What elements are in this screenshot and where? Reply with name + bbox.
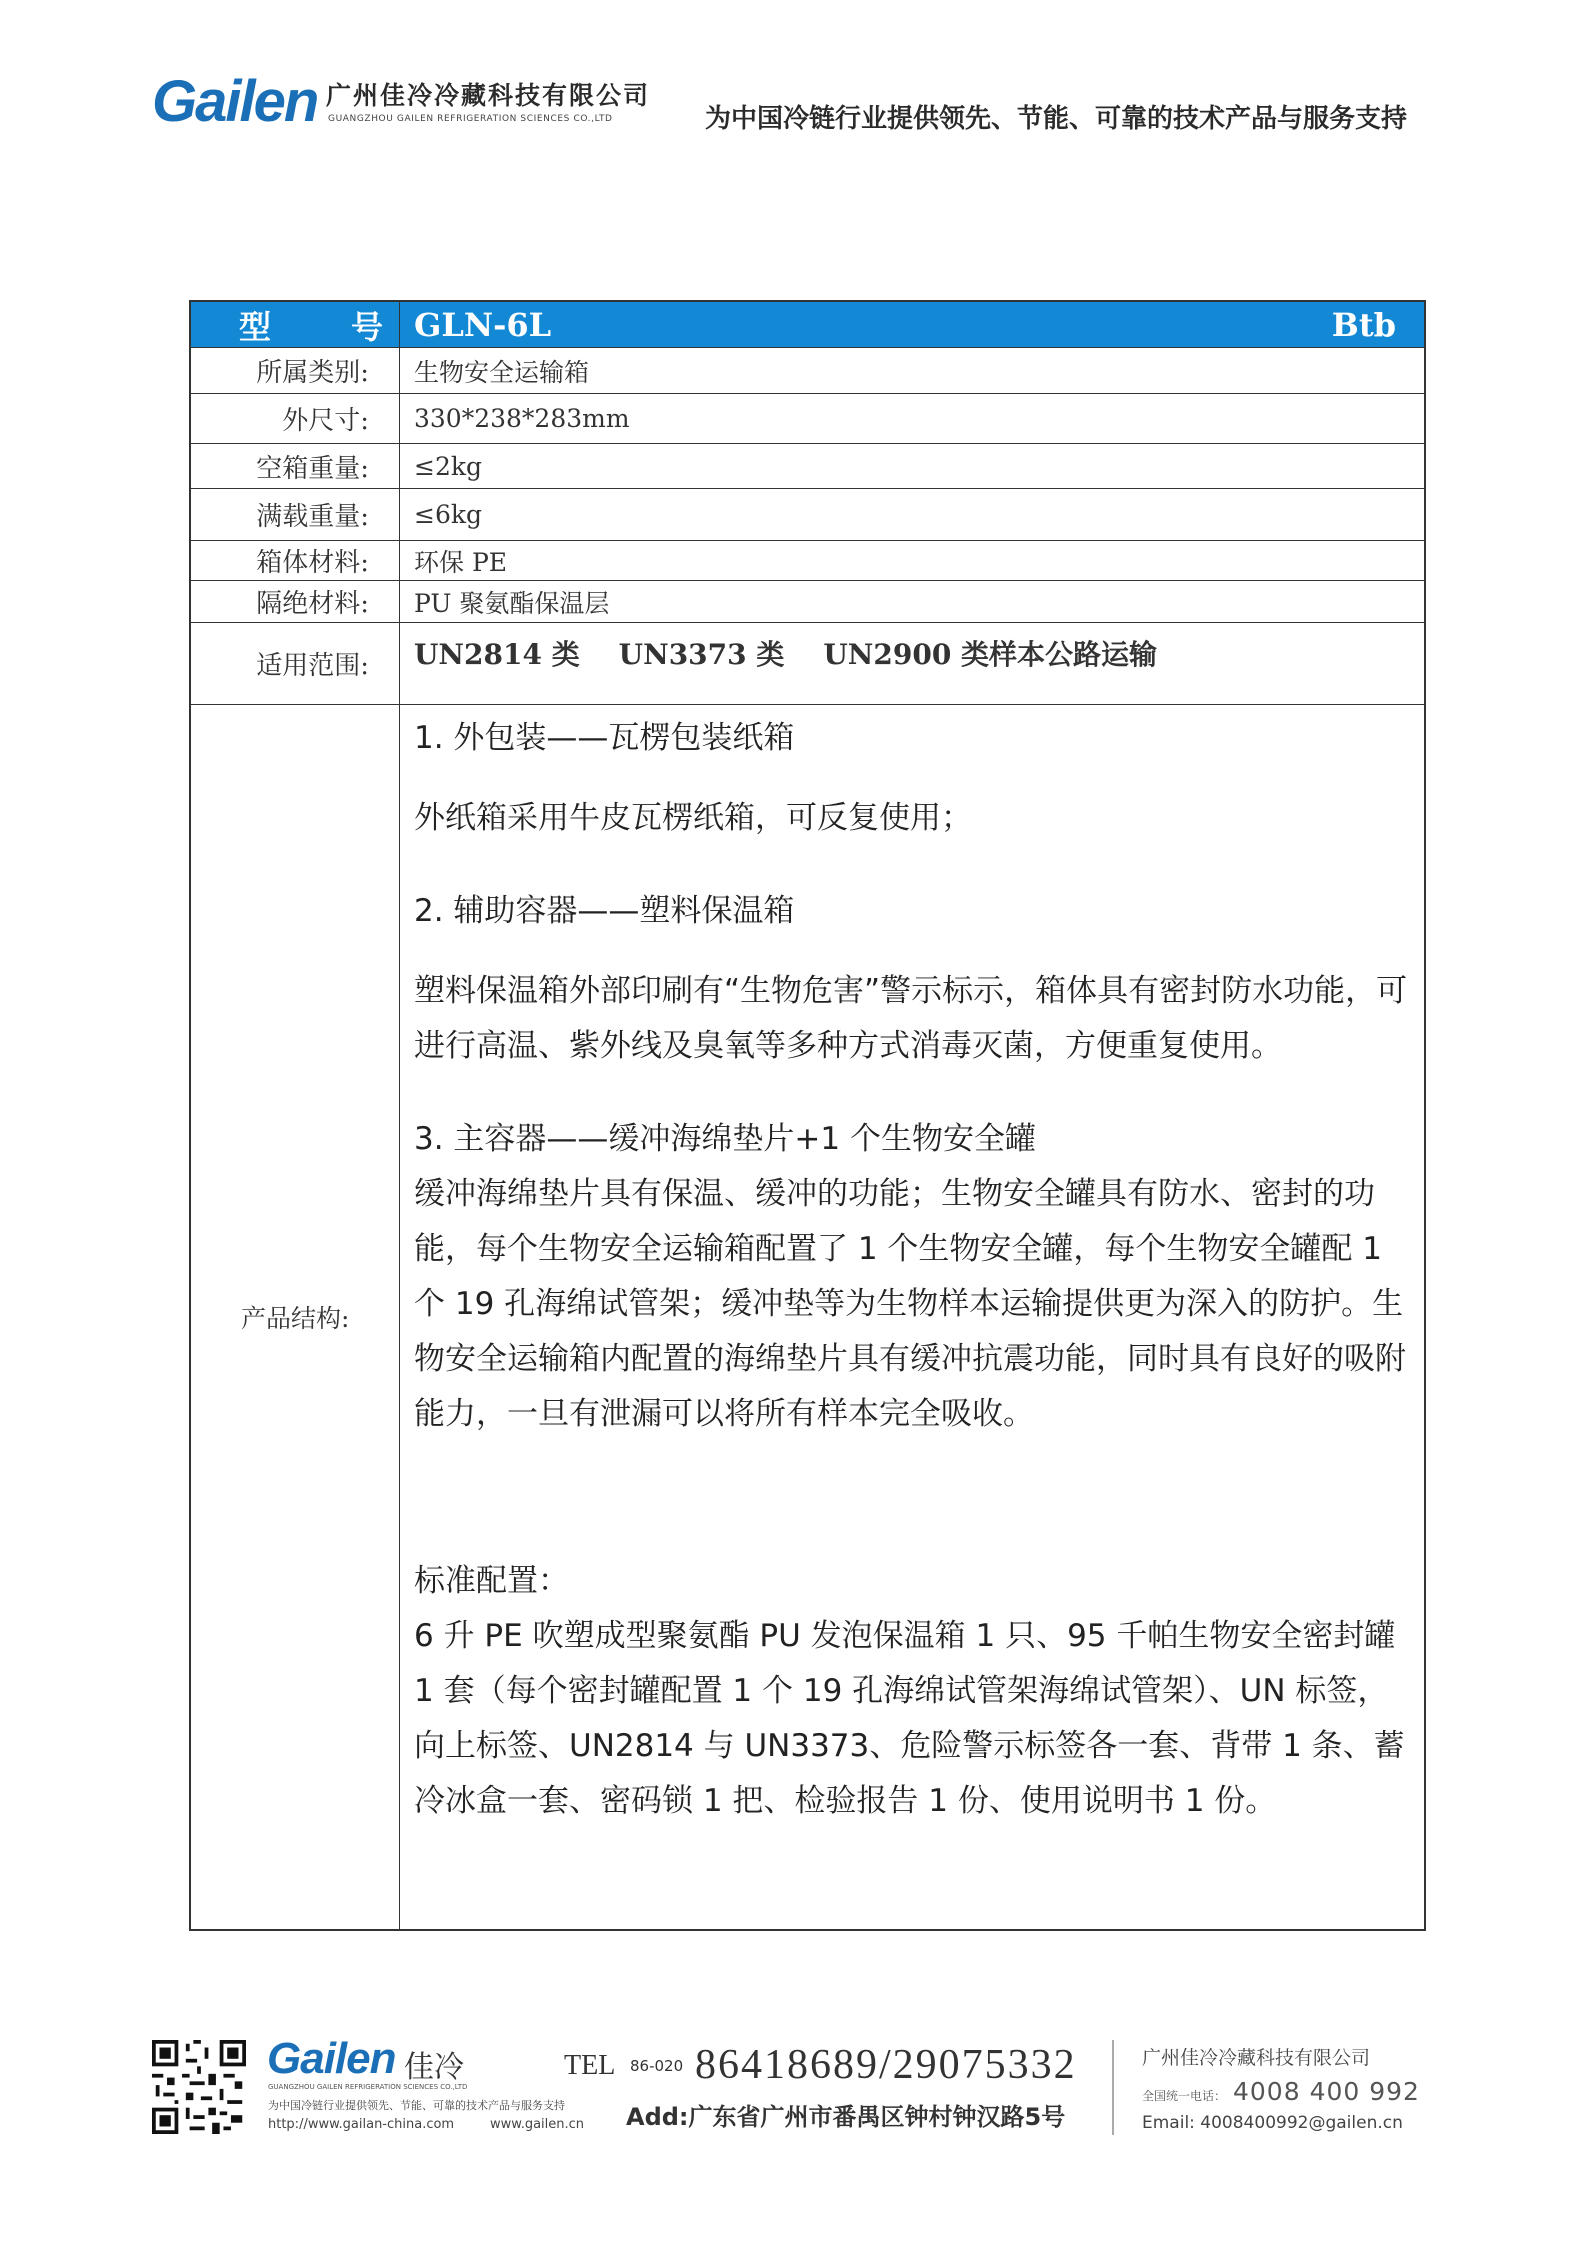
table-row (191, 394, 1424, 444)
footer-website-2[interactable]: www.gailen.cn (490, 2117, 585, 2132)
footer-email[interactable]: Email: 4008400992@gailen.cn (1142, 2113, 1403, 2133)
row-label: 隔绝材料: (191, 581, 400, 622)
table-row (191, 348, 1424, 394)
gailen-logo: Gailen (152, 69, 318, 134)
model-number: GLN-6L (414, 305, 552, 344)
section-4-body: 6 升 PE 吹塑成型聚氨酯 PU 发泡保温箱 1 只、95 千帕生物安全密封罐 1 套（每个密封罐配置 1 个 19 孔海绵试管架海绵试管架）、UN 标签，向上标签、UN2814 与 UN3373、危险警示标签各一套、背带 1 条、蓄冷冰盒一套、密码锁 1 把、检验报告 1 份、使用说明书 1 份。 (414, 1618, 1405, 1819)
page-header (152, 70, 1452, 140)
row-value: ≤2kg (414, 451, 483, 481)
footer-divider (1112, 2040, 1114, 2135)
row-value: PU 聚氨酯保温层 (414, 588, 610, 618)
scope-value: UN2814 类 UN3373 类 UN2900 类样本公路运输 (414, 638, 1158, 671)
row-value: 330*238*283mm (414, 404, 630, 433)
company-name-cn: 广州佳冷冷藏科技有限公司 (326, 81, 651, 110)
model-label-b: 号 (350, 307, 383, 346)
structure-content (400, 705, 1424, 1929)
row-label: 满载重量: (191, 489, 400, 540)
row-value: 生物安全运输箱 (414, 357, 590, 387)
row-value: ≤6kg (414, 500, 483, 529)
section-3-body: 缓冲海绵垫片具有保温、缓冲的功能；生物安全罐具有防水、密封的功能，每个生物安全运输箱配置了 1 个生物安全罐，每个生物安全罐配 1 个 19 孔海绵试管架；缓冲垫等为生物样本运输提供更为深入的防护。生物安全运输箱内配置的海绵垫片具有缓冲抗震功能，同时具有良好的吸附能力，一旦有泄漏可以将所有样本完全吸收。 (414, 1176, 1406, 1432)
section-4-title: 标准配置： (414, 1563, 569, 1599)
table-row (191, 444, 1424, 489)
row-value: 环保 PE (414, 547, 508, 577)
table-header-row (191, 302, 1424, 348)
qr-code-icon (152, 2040, 246, 2134)
section-3-title: 3. 主容器——缓冲海绵垫片+1 个生物安全罐 (414, 1121, 1036, 1157)
footer-slogan: 为中国冷链行业提供领先、节能、可靠的技术产品与服务支持 (268, 2099, 565, 2112)
footer-website-1[interactable]: http://www.gailan-china.com (268, 2117, 455, 2132)
hotline-number: 4008 400 992 (1233, 2077, 1420, 2106)
footer-address: Add:广东省广州市番禺区钟村钟汉路5号 (626, 2103, 1066, 2131)
row-label: 所属类别: (191, 348, 400, 393)
company-name-en: GUANGZHOU GAILEN REFRIGERATION SCIENCES CO.,LTD (328, 114, 613, 124)
row-label: 适用范围: (191, 623, 400, 704)
page-footer (152, 2035, 1442, 2145)
footer-company-cn: 广州佳冷冷藏科技有限公司 (1142, 2047, 1371, 2069)
table-row (191, 581, 1424, 623)
model-label (191, 302, 400, 347)
footer-brand-cn: 佳冷 (404, 2050, 464, 2085)
table-row (191, 541, 1424, 581)
tel-label: TEL (564, 2050, 616, 2081)
row-label: 外尺寸: (191, 394, 400, 443)
row-label: 空箱重量: (191, 444, 400, 488)
hotline-label: 全国统一电话： (1142, 2089, 1227, 2103)
spec-table (189, 300, 1426, 1931)
header-slogan: 为中国冷链行业提供领先、节能、可靠的技术产品与服务支持 (705, 104, 1408, 134)
row-label: 箱体材料: (191, 541, 400, 580)
structure-label: 产品结构: (191, 705, 400, 1929)
section-1-body: 外纸箱采用牛皮瓦楞纸箱，可反复使用； (414, 800, 972, 836)
structure-row (191, 705, 1424, 1929)
model-tag: Btb (1331, 305, 1396, 344)
section-2-title: 2. 辅助容器——塑料保温箱 (414, 893, 795, 929)
model-label-a: 型 (239, 307, 272, 346)
footer-logo: Gailen (267, 2034, 396, 2083)
tel-numbers: 86418689/29075332 (695, 2042, 1077, 2088)
section-1-title: 1. 外包装——瓦楞包装纸箱 (414, 720, 795, 756)
tel-area-code: 86-020 (630, 2057, 684, 2075)
footer-company-en: GUANGZHOU GAILEN REFRIGERATION SCIENCES CO.,LTD (268, 2083, 468, 2091)
section-2-body: 塑料保温箱外部印刷有“生物危害”警示标示，箱体具有密封防水功能，可进行高温、紫外线及臭氧等多种方式消毒灭菌，方便重复使用。 (414, 973, 1408, 1064)
table-row (191, 623, 1424, 705)
table-row (191, 489, 1424, 541)
